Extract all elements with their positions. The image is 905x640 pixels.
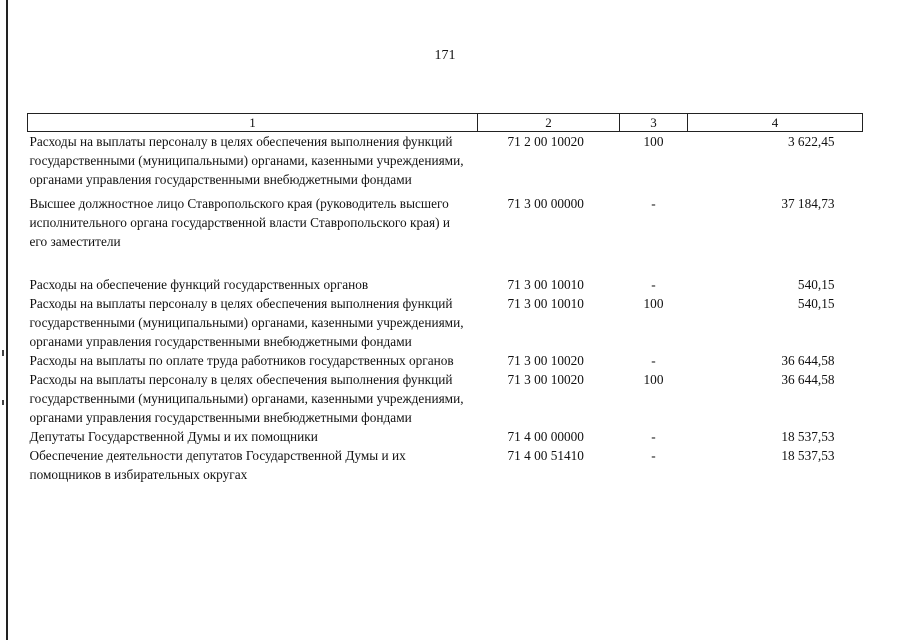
row-code: 71 4 00 51410 (507, 448, 584, 463)
scan-artifact-mark (2, 400, 4, 405)
table-header-row (28, 114, 863, 132)
row-description: Расходы на выплаты персоналу в целях обеспечения выполнения функций государственными (муниципальными) органами, казенными учреждениями, органами управления государственными внебюджетными фондами (29, 296, 464, 349)
table-row (28, 194, 863, 251)
scan-artifact-mark (2, 350, 4, 356)
row-type: - (651, 353, 656, 368)
row-amount: 3 622,45 (787, 134, 835, 149)
header-col-4: 4 (688, 114, 863, 132)
table-row (28, 251, 863, 294)
row-code: 71 3 00 10020 (507, 372, 584, 387)
row-code: 71 2 00 10020 (507, 134, 584, 149)
table-row (28, 427, 863, 446)
row-code: 71 3 00 10020 (507, 353, 584, 368)
page-number: 171 (434, 48, 456, 63)
table-row (28, 132, 863, 195)
row-amount: 36 644,58 (781, 372, 835, 387)
row-description: Расходы на выплаты персоналу в целях обеспечения выполнения функций государственными (муниципальными) органами, казенными учреждениями, органами управления государственными внебюджетными фондами (29, 372, 464, 425)
row-type: - (651, 277, 656, 292)
row-code: 71 4 00 00000 (507, 429, 584, 444)
row-description: Обеспечение деятельности депутатов Государственной Думы и их помощников в избирательных округах (29, 448, 406, 482)
row-amount: 540,15 (797, 296, 835, 311)
row-type: 100 (643, 372, 664, 387)
header-col-1: 1 (28, 114, 478, 132)
table-row (28, 351, 863, 370)
row-type: - (651, 448, 656, 463)
row-type: 100 (643, 134, 664, 149)
row-description: Депутаты Государственной Думы и их помощники (29, 429, 318, 444)
row-amount: 36 644,58 (781, 353, 835, 368)
row-description: Высшее должностное лицо Ставропольского края (руководитель высшего исполнительного органа государственной власти Ставропольского края) и его заместители (29, 196, 450, 249)
budget-table (27, 113, 863, 484)
budget-table-container (27, 113, 862, 484)
table-row (28, 370, 863, 427)
row-description: Расходы на выплаты по оплате труда работников государственных органов (29, 353, 454, 368)
row-type: 100 (643, 296, 664, 311)
row-amount: 540,15 (797, 277, 835, 292)
header-col-2: 2 (478, 114, 620, 132)
row-type: - (651, 429, 656, 444)
table-header (28, 114, 863, 132)
row-amount: 18 537,53 (781, 448, 835, 463)
row-amount: 18 537,53 (781, 429, 835, 444)
table-body (28, 132, 863, 485)
row-description: Расходы на выплаты персоналу в целях обеспечения выполнения функций государственными (муниципальными) органами, казенными учреждениями, органами управления государственными внебюджетными фондами (29, 134, 464, 187)
row-code: 71 3 00 10010 (507, 296, 584, 311)
table-row (28, 446, 863, 484)
row-code: 71 3 00 00000 (507, 196, 584, 211)
header-col-3: 3 (620, 114, 688, 132)
row-description: Расходы на обеспечение функций государственных органов (29, 277, 369, 292)
table-row (28, 294, 863, 351)
row-code: 71 3 00 10010 (507, 277, 584, 292)
scan-left-edge-line (6, 0, 8, 640)
row-type: - (651, 196, 656, 211)
row-amount: 37 184,73 (781, 196, 835, 211)
